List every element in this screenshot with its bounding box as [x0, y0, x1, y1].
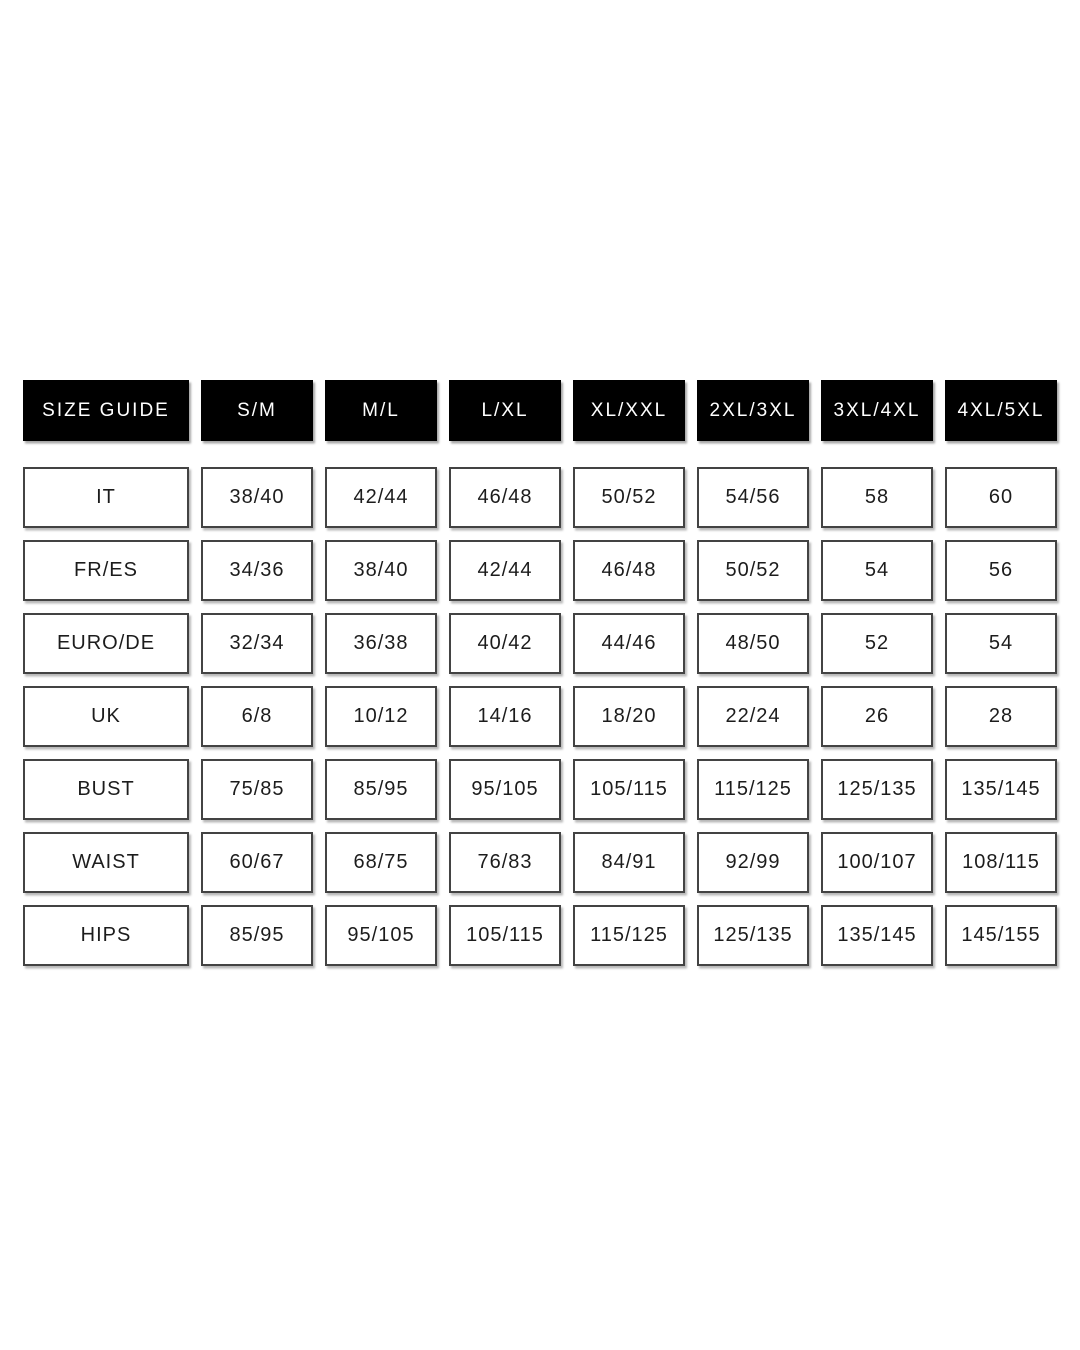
value-cell: 38/40: [325, 540, 437, 601]
value-cell: 42/44: [325, 467, 437, 528]
row-label-cell: UK: [23, 686, 189, 747]
value-cell: 34/36: [201, 540, 313, 601]
value-cell: 46/48: [573, 540, 685, 601]
header-cell-ml: M/L: [325, 380, 437, 441]
value-cell: 10/12: [325, 686, 437, 747]
value-cell: 84/91: [573, 832, 685, 893]
row-label-cell: FR/ES: [23, 540, 189, 601]
value-cell: 105/115: [449, 905, 561, 966]
value-cell: 6/8: [201, 686, 313, 747]
value-cell: 85/95: [201, 905, 313, 966]
value-cell: 125/135: [697, 905, 809, 966]
value-cell: 54: [945, 613, 1057, 674]
value-cell: 60/67: [201, 832, 313, 893]
table-row-it: [23, 467, 1057, 528]
value-cell: 50/52: [573, 467, 685, 528]
value-cell: 14/16: [449, 686, 561, 747]
value-cell: 36/38: [325, 613, 437, 674]
header-cell-sm: S/M: [201, 380, 313, 441]
value-cell: 46/48: [449, 467, 561, 528]
value-cell: 85/95: [325, 759, 437, 820]
value-cell: 75/85: [201, 759, 313, 820]
header-cell-size-guide: SIZE GUIDE: [23, 380, 189, 441]
table-row-fr-es: [23, 540, 1057, 601]
size-table-header-row: [23, 380, 1057, 441]
value-cell: 145/155: [945, 905, 1057, 966]
value-cell: 125/135: [821, 759, 933, 820]
value-cell: 52: [821, 613, 933, 674]
header-cell-xlxxl: XL/XXL: [573, 380, 685, 441]
value-cell: 76/83: [449, 832, 561, 893]
header-cell-lxl: L/XL: [449, 380, 561, 441]
value-cell: 22/24: [697, 686, 809, 747]
value-cell: 135/145: [821, 905, 933, 966]
header-cell-3xl4xl: 3XL/4XL: [821, 380, 933, 441]
table-row-waist: [23, 832, 1057, 893]
value-cell: 108/115: [945, 832, 1057, 893]
row-label-cell: IT: [23, 467, 189, 528]
value-cell: 26: [821, 686, 933, 747]
row-label-cell: BUST: [23, 759, 189, 820]
size-guide-table: [23, 380, 1057, 978]
table-row-hips: [23, 905, 1057, 966]
value-cell: 28: [945, 686, 1057, 747]
value-cell: 95/105: [449, 759, 561, 820]
value-cell: 92/99: [697, 832, 809, 893]
value-cell: 115/125: [573, 905, 685, 966]
value-cell: 40/42: [449, 613, 561, 674]
table-row-bust: [23, 759, 1057, 820]
value-cell: 42/44: [449, 540, 561, 601]
table-row-euro-de: [23, 613, 1057, 674]
value-cell: 18/20: [573, 686, 685, 747]
value-cell: 50/52: [697, 540, 809, 601]
value-cell: 48/50: [697, 613, 809, 674]
value-cell: 115/125: [697, 759, 809, 820]
value-cell: 44/46: [573, 613, 685, 674]
value-cell: 54: [821, 540, 933, 601]
value-cell: 95/105: [325, 905, 437, 966]
value-cell: 58: [821, 467, 933, 528]
header-cell-2xl3xl: 2XL/3XL: [697, 380, 809, 441]
row-label-cell: WAIST: [23, 832, 189, 893]
header-cell-4xl5xl: 4XL/5XL: [945, 380, 1057, 441]
value-cell: 105/115: [573, 759, 685, 820]
table-row-uk: [23, 686, 1057, 747]
row-label-cell: HIPS: [23, 905, 189, 966]
value-cell: 60: [945, 467, 1057, 528]
value-cell: 54/56: [697, 467, 809, 528]
value-cell: 56: [945, 540, 1057, 601]
value-cell: 68/75: [325, 832, 437, 893]
value-cell: 38/40: [201, 467, 313, 528]
value-cell: 100/107: [821, 832, 933, 893]
row-label-cell: EURO/DE: [23, 613, 189, 674]
value-cell: 135/145: [945, 759, 1057, 820]
value-cell: 32/34: [201, 613, 313, 674]
